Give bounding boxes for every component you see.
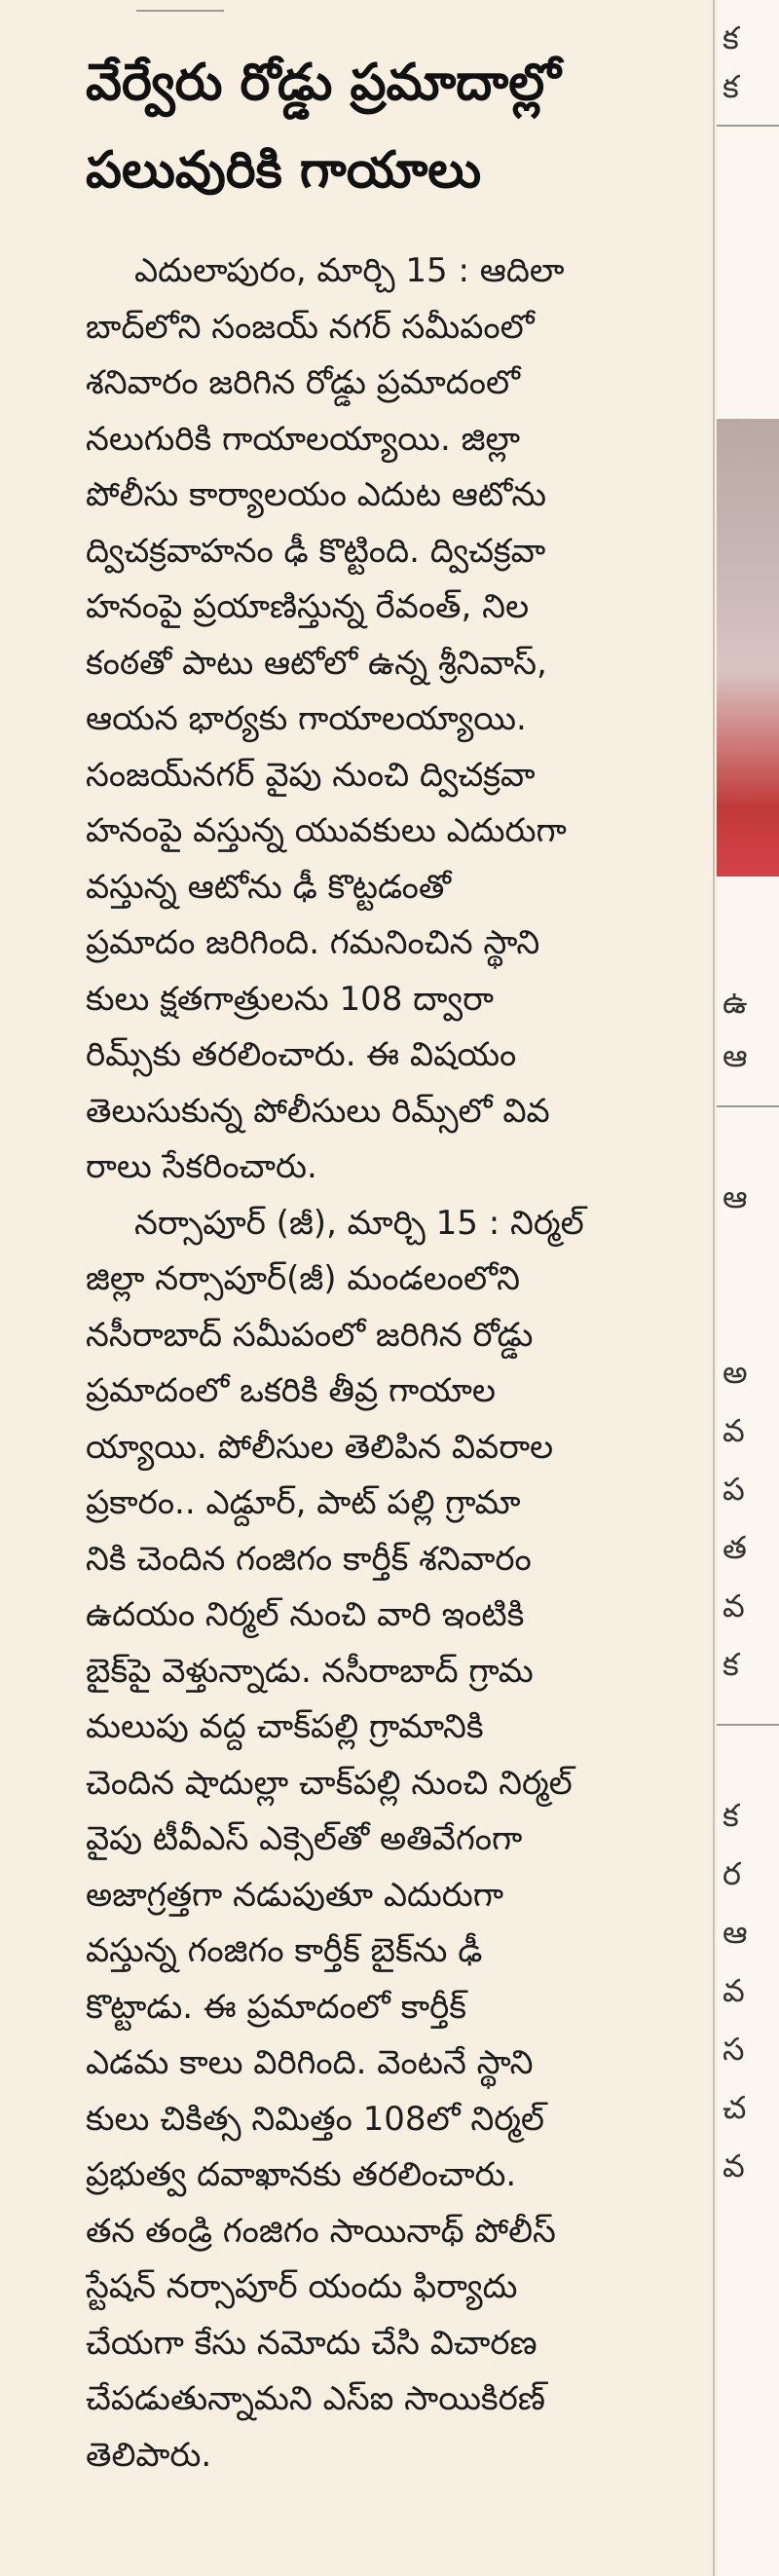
article-line: నలుగురికి గాయాలయ్యాయి. జిల్లా	[86, 419, 521, 459]
article-line: ద్విచక్రవాహనం ఢీ కొట్టింది. ద్విచక్రవా	[86, 531, 546, 571]
adjacent-text-fragment: క	[723, 1646, 739, 1683]
article-line: శనివారం జరిగిన రోడ్డు ప్రమాదంలో	[86, 363, 521, 402]
adjacent-column-fragment	[717, 0, 779, 2576]
article-line: రాలు సేకరించారు.	[86, 1147, 317, 1186]
adjacent-text-fragment: వ	[723, 1412, 745, 1449]
article-line: ఆయన భార్యకు గాయాలయ్యాయి.	[86, 699, 527, 738]
adjacent-text-fragment: క	[723, 1797, 739, 1834]
article-line: వస్తున్న ఆటోను ఢీ కొట్టడంతో	[86, 867, 452, 907]
adjacent-text-fragment: ఉ	[723, 984, 748, 1021]
adjacent-text-fragment: క	[723, 19, 739, 56]
previous-article-fragment	[136, 0, 224, 12]
article-line: బాద్‌లోని సంజయ్ నగర్ సమీపంలో	[86, 307, 535, 347]
adjacent-text-fragment: ప	[723, 1471, 745, 1508]
adjacent-text-fragment: వ	[723, 1587, 745, 1624]
adjacent-text-fragment: వ	[723, 1972, 745, 2009]
article-line: హనంపై ప్రయాణిస్తున్న రేవంత్, నిల	[86, 587, 530, 626]
article-line: ప్రభుత్వ దవాఖానకు తరలించారు.	[86, 2155, 517, 2194]
article-line: సంజయ్‌నగర్ వైపు నుంచి ద్విచక్రవా	[86, 755, 536, 795]
article-line: రిమ్స్‌కు తరలించారు. ఈ విషయం	[86, 1035, 517, 1074]
article-line: నికి చెందిన గంజిగం కార్తీక్ శనివారం	[86, 1539, 532, 1579]
article-line: కులు చికిత్స నిమిత్తం 108లో నిర్మల్	[86, 2099, 545, 2139]
adjacent-text-fragment: ర	[723, 1855, 741, 1892]
article-line: మలుపు వద్ద చాక్‌పల్లి గ్రామానికి	[86, 1707, 484, 1746]
article-headline	[86, 39, 699, 214]
article-line: స్టేషన్ నర్సాపూర్ యందు ఫిర్యాదు	[86, 2267, 518, 2306]
article-line: తెలుసుకున్న పోలీసులు రిమ్స్‌లో వివ	[86, 1091, 550, 1131]
adjacent-text-fragment: క	[723, 68, 739, 105]
column-rule	[717, 125, 779, 127]
adjacent-text-fragment: ఆ	[723, 1037, 748, 1074]
adjacent-text-fragment: అ	[723, 1354, 748, 1391]
adjacent-text-fragment: ఆ	[723, 1178, 748, 1215]
column-rule	[717, 1724, 779, 1726]
article-line: కంఠతో పాటు ఆటోలో ఉన్న శ్రీనివాస్,	[86, 643, 547, 683]
article-line: నర్సాపూర్ (జీ), మార్చి 15 : నిర్మల్	[134, 1203, 584, 1243]
adjacent-text-fragment: ఆ	[723, 1914, 748, 1951]
adjacent-text-fragment: స	[723, 2031, 745, 2068]
article-line: ఎడమ కాలు విరిగింది. వెంటనే స్థాని	[86, 2043, 534, 2082]
article-line: వైపు టీవీఎస్ ఎక్సెల్‌తో అతివేగంగా	[86, 1819, 523, 1858]
article-line: హనంపై వస్తున్న యువకులు ఎదురుగా	[86, 811, 567, 850]
article-line: తన తండ్రి గంజిగం సాయినాథ్ పోలీస్	[86, 2211, 556, 2251]
adjacent-text-fragment: వ	[723, 2147, 745, 2184]
article-line: చేయగా కేసు నమోదు చేసి విచారణ	[86, 2323, 538, 2363]
article-line: కులు క్షతగాత్రులను 108 ద్వారా	[86, 979, 494, 1019]
article-line: ఎదులాపురం, మార్చి 15 : ఆదిలా	[134, 251, 565, 290]
article-line: య్యాయి. పోలీసుల తెలిపిన వివరాల	[86, 1427, 554, 1467]
article-line: వస్తున్న గంజిగం కార్తీక్ బైక్‌ను ఢీ	[86, 1931, 483, 1970]
article-line: బైక్‌పై వెళ్తున్నాడు. నసీరాబాద్ గ్రామ	[86, 1651, 534, 1691]
article-line: జిల్లా నర్సాపూర్(జీ) మండలంలోని	[86, 1259, 521, 1298]
article-line: ఉదయం నిర్మల్ నుంచి వారి ఇంటికి	[86, 1595, 525, 1634]
column-rule	[717, 1105, 779, 1107]
article-line: పోలీసు కార్యాలయం ఎదుట ఆటోను	[86, 475, 546, 514]
article-body	[86, 243, 699, 2483]
article-line: ప్రమాదం జరిగింది. గమనించిన స్థాని	[86, 923, 540, 962]
headline-line-1: వేర్వేరు రోడ్డు ప్రమాదాల్లో	[86, 54, 561, 112]
article-line: ప్రకారం.. ఎడ్దూర్, పాట్ పల్లి గ్రామా	[86, 1483, 521, 1522]
article-line: తెలిపారు.	[86, 2435, 212, 2475]
article-line: కొట్టాడు. ఈ ప్రమాదంలో కార్తీక్	[86, 1987, 466, 2027]
article-line: నసీరాబాద్ సమీపంలో జరిగిన రోడ్డు	[86, 1315, 534, 1355]
headline-line-2: పలువురికి గాయాలు	[86, 141, 482, 200]
column-divider	[713, 0, 715, 2576]
adjacent-photo	[717, 419, 779, 877]
article-line: ప్రమాదంలో ఒకరికి తీవ్ర గాయాల	[86, 1371, 497, 1410]
article-line: చెందిన షాదుల్లా చాక్‌పల్లి నుంచి నిర్మల్	[86, 1763, 573, 1803]
adjacent-text-fragment: త	[723, 1529, 747, 1566]
article-line: చేపడుతున్నామని ఎస్ఐ సాయికిరణ్	[86, 2379, 545, 2418]
article-line: అజాగ్రత్తగా నడుపుతూ ఎదురుగా	[86, 1875, 504, 1915]
adjacent-text-fragment: చ	[723, 2089, 747, 2126]
